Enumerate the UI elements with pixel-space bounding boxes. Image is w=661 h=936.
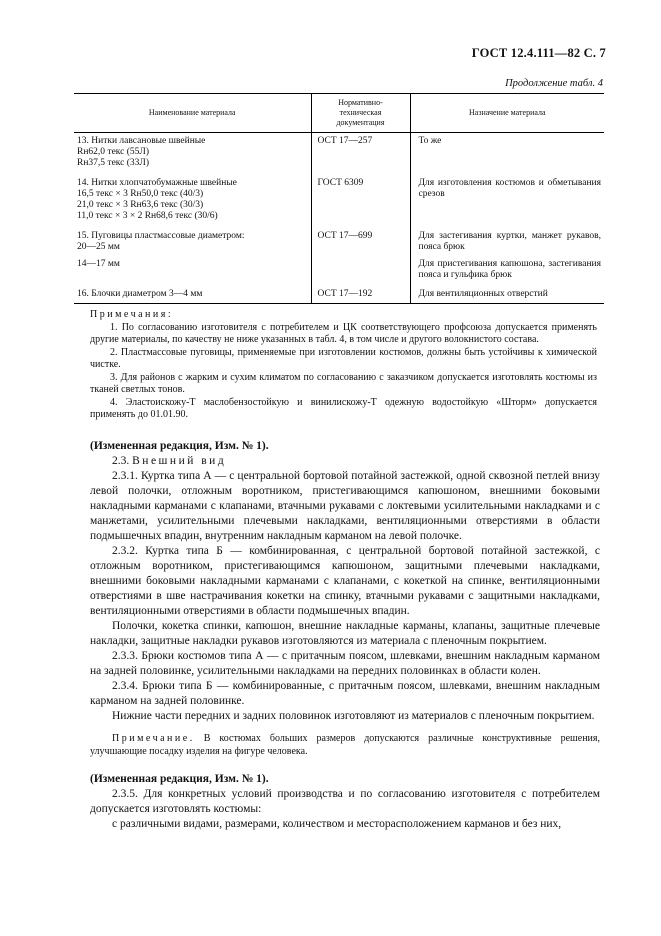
paragraph-2-3-5b: с различными видами, размерами, количеством и месторасположением карманов и без них, bbox=[112, 818, 562, 830]
note-item: 2. Пластмассовые пуговицы, применяемые при изготовлении костюмов, должны быть устойчивы к химической чистке. bbox=[90, 346, 597, 370]
notes-title: Примечания: bbox=[90, 309, 174, 320]
paragraph-2-3-2: 2.3.2. Куртка типа Б — комбинированная, с центральной бортовой потайной застежкой, с отложным воротником, пристегивающимся капюшоном, защитными плечевыми накладками, внешними боковыми накладными карманами с клапанами, с кокеткой на спинке, вентиляционными отверстиями в шве настрачивания кокетки на спинку, втачными рукавами с защитными накладками, вентиляционными отверстиями в области подмышечных впадин. bbox=[90, 545, 600, 617]
note-item: 3. Для районов с жарким и сухим климатом по согласованию с заказчиком допускается изготовлять костюмы из тканей светлых тонов. bbox=[90, 371, 597, 395]
paragraph-2-3-4b: Нижние части передних и задних половинок изготовляют из материалов с пленочным покрытием. bbox=[112, 710, 595, 722]
table-notes bbox=[90, 309, 597, 422]
note-item: 4. Эластоискожу-Т маслобензостойкую и винилискожу-Т одежную водостойкую «Шторм» допускается применять до 01.01.90. bbox=[90, 396, 597, 420]
design-note: Примечание. В костюмах больших размеров допускаются различные конструктивные решения, улучшающие посадку изделия на фигуре человека. bbox=[90, 733, 601, 757]
note-item: 1. По согласованию изготовителя с потребителем и ЦК соответствующего профсоюза допускается применять другие материалы, по качеству не ниже указанных в табл. 4, в том числе и другого волокнистого состава. bbox=[90, 321, 597, 345]
page-header: ГОСТ 12.4.111—82 С. 7 bbox=[471, 46, 606, 60]
edition-note: (Измененная редакция, Изм. № 1). bbox=[90, 440, 269, 452]
table-row: 15. Пуговицы пластмассовые диаметром: 20—25 мм ОСТ 17—699 Для застегивания куртки, манжет рукавов, пояса брюк bbox=[74, 222, 604, 253]
column-header-documentation: Нормативно- техническая документация bbox=[311, 94, 410, 133]
table-row: 13. Нитки лавсановые швейные Rн62,0 текс (55Л) Rн37,5 текс (33Л) ОСТ 17—257 То же bbox=[74, 133, 604, 170]
paragraph-2-3-4: 2.3.4. Брюки типа Б — комбинированные, с притачным поясом, шлевками, внешним накладным карманом на задней половинке. bbox=[90, 680, 600, 707]
table-header-row bbox=[74, 94, 604, 133]
column-header-material: Наименование материала bbox=[74, 94, 311, 133]
section-heading: 2.3. Внешний вид bbox=[112, 455, 227, 467]
materials-table bbox=[74, 93, 604, 304]
table-continuation-label: Продолжение табл. 4 bbox=[505, 78, 603, 89]
table-row: 14—17 мм Для пристегивания капюшона, застегивания пояса и гульфика брюк bbox=[74, 253, 604, 281]
table-row: 14. Нитки хлопчатобумажные швейные 16,5 текс × 3 Rн50,0 текс (40/3) 21,0 текс × 3 Rн63,6 текс (30/3) 11,0 текс × 3 × 2 Rн68,6 текс (30/6) ГОСТ 6309 Для изготовления костюмов и обметывания срезов bbox=[74, 169, 604, 222]
paragraph-2-3-5: 2.3.5. Для конкретных условий производства и по согласованию изготовителя с потребителем допускается изготовлять костюмы: bbox=[90, 788, 600, 815]
table-row: 16. Блочки диаметром 3—4 мм ОСТ 17—192 Для вентиляционных отверстий bbox=[74, 281, 604, 304]
section-2-3 bbox=[90, 439, 600, 832]
column-header-purpose: Назначение материала bbox=[410, 94, 604, 133]
paragraph-2-3-3: 2.3.3. Брюки костюмов типа А — с притачным поясом, шлевками, внешним накладным карманом на задней половинке, усилительными накладками на передних половинках в области колен. bbox=[90, 650, 600, 677]
edition-note: (Измененная редакция, Изм. № 1). bbox=[90, 773, 269, 785]
paragraph-2-3-2b: Полочки, кокетка спинки, капюшон, внешние накладные карманы, клапаны, защитные плечевые накладки, защитные накладки рукавов изготовляются из материала с пленочным покрытием. bbox=[90, 620, 600, 647]
paragraph-2-3-1: 2.3.1. Куртка типа А — с центральной бортовой потайной застежкой, одной сквозной петлей внизу левой полочки, отложным воротником, пристегивающимся капюшоном, внешними боковыми накладными карманами с клапанами, втачными рукавами с локтевыми усилительными накладками и с манжетами, усилительными плечевыми накладками, вентиляционными отверстиями в области подмышечных впадин, внутренним накладным карманом на левой полочке. bbox=[90, 470, 600, 542]
